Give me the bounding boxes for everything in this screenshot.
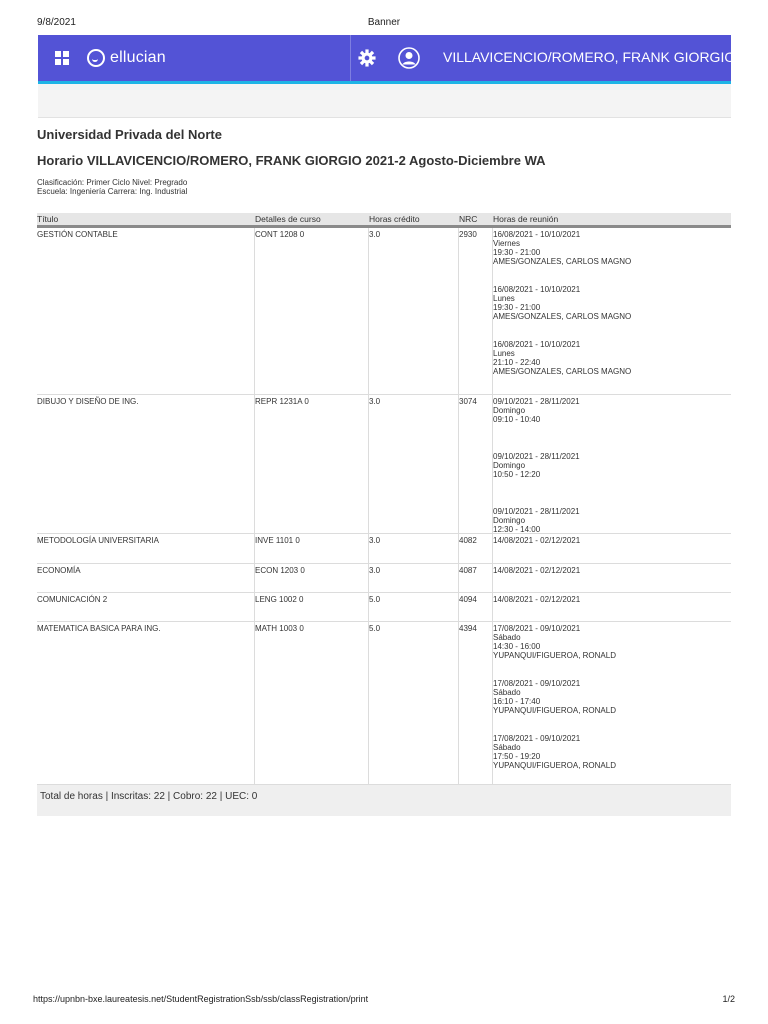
table-header [37, 213, 731, 228]
meeting-block [493, 230, 631, 266]
meeting-dates: 16/08/2021 - 10/10/2021 [493, 285, 581, 294]
column-divider [458, 593, 459, 621]
user-name[interactable]: VILLAVICENCIO/ROMERO, FRANK GIORGIO [443, 49, 736, 65]
institution-name: Universidad Privada del Norte [37, 127, 222, 142]
column-divider [368, 622, 369, 784]
course-title-cell: ECONOMÍA [37, 566, 81, 575]
column-divider [492, 228, 493, 394]
column-divider [492, 593, 493, 621]
meeting-time: 17:50 - 19:20 [493, 752, 541, 761]
header-credit-hours: Horas crédito [369, 214, 420, 224]
meeting-instructor: AMES/GONZALES, CARLOS MAGNO [493, 312, 632, 321]
meeting-day: Lunes [493, 349, 515, 358]
nrc-cell: 3074 [459, 397, 477, 406]
sub-toolbar [38, 84, 731, 118]
header-title: Título [37, 214, 59, 224]
column-divider [458, 228, 459, 394]
gear-icon[interactable] [358, 49, 376, 67]
nrc-cell: 4394 [459, 624, 477, 633]
column-divider [254, 395, 255, 533]
meeting-dates: 16/08/2021 - 10/10/2021 [493, 340, 581, 349]
meeting-block [493, 679, 616, 715]
meeting-time: 19:30 - 21:00 [493, 303, 541, 312]
meeting-day: Domingo [493, 461, 526, 470]
column-divider [254, 593, 255, 621]
meeting-dates: 09/10/2021 - 28/11/2021 [493, 452, 580, 461]
meeting-times-cell [493, 595, 580, 604]
user-avatar-icon[interactable] [398, 47, 420, 69]
top-navigation-bar [38, 35, 736, 81]
meeting-spacer [493, 424, 580, 433]
meeting-time: 14:30 - 16:00 [493, 642, 541, 651]
meeting-day: Sábado [493, 633, 521, 642]
column-divider [492, 395, 493, 533]
total-hours-bar [37, 785, 731, 816]
meeting-dates: 16/08/2021 - 10/10/2021 [493, 230, 581, 239]
column-divider [368, 228, 369, 394]
meeting-spacer [493, 479, 580, 488]
table-body [37, 228, 731, 785]
column-divider [492, 622, 493, 784]
meeting-block [493, 285, 631, 321]
schedule-table [37, 213, 731, 785]
print-title: Banner [367, 17, 401, 28]
meeting-block [493, 536, 580, 545]
course-title-cell: COMUNICACIÓN 2 [37, 595, 108, 604]
column-divider [368, 564, 369, 592]
meeting-dates: 17/08/2021 - 09/10/2021 [493, 679, 581, 688]
print-date: 9/8/2021 [37, 17, 76, 28]
column-divider [492, 534, 493, 563]
course-title-cell: GESTIÓN CONTABLE [37, 230, 118, 239]
credit-hours-cell: 3.0 [369, 230, 381, 239]
meeting-dates: 14/08/2021 - 02/12/2021 [493, 566, 581, 575]
meeting-block [493, 595, 580, 604]
meeting-time: 12:30 - 14:00 [493, 525, 541, 534]
print-header [0, 17, 768, 31]
column-divider [458, 395, 459, 533]
meeting-dates: 09/10/2021 - 28/11/2021 [493, 507, 580, 516]
meeting-block [493, 566, 580, 575]
ellucian-logo-icon [87, 49, 105, 67]
column-divider [254, 564, 255, 592]
column-divider [368, 395, 369, 533]
meeting-block [493, 452, 580, 488]
column-divider [492, 564, 493, 592]
table-row [37, 564, 731, 593]
column-divider [458, 622, 459, 784]
topbar-divider [350, 35, 351, 81]
meeting-block [493, 340, 631, 376]
meeting-instructor: AMES/GONZALES, CARLOS MAGNO [493, 367, 632, 376]
column-divider [458, 534, 459, 563]
column-divider [368, 593, 369, 621]
course-details-cell: ECON 1203 0 [255, 566, 305, 575]
logo-text: ellucian [110, 49, 166, 66]
meeting-dates: 17/08/2021 - 09/10/2021 [493, 624, 581, 633]
meeting-times-cell [493, 397, 580, 543]
meeting-dates: 14/08/2021 - 02/12/2021 [493, 595, 581, 604]
meeting-time: 09:10 - 10:40 [493, 415, 541, 424]
nrc-cell: 4094 [459, 595, 477, 604]
meeting-times-cell [493, 566, 580, 575]
student-classification [37, 178, 187, 196]
meeting-dates: 14/08/2021 - 02/12/2021 [493, 536, 581, 545]
print-url: https://upnbn-bxe.laureatesis.net/StudentRegistrationSsb/ssb/classRegistration/print [33, 994, 369, 1004]
meeting-times-cell [493, 624, 616, 770]
ellucian-logo[interactable] [87, 47, 166, 69]
classification-line: Clasificación: Primer Ciclo Nivel: Pregrado [37, 178, 188, 187]
course-details-cell: LENG 1002 0 [255, 595, 304, 604]
meeting-time: 16:10 - 17:40 [493, 697, 541, 706]
meeting-day: Lunes [493, 294, 515, 303]
meeting-block [493, 734, 616, 770]
meeting-day: Domingo [493, 406, 526, 415]
meeting-time: 21:10 - 22:40 [493, 358, 541, 367]
schedule-title: Horario VILLAVICENCIO/ROMERO, FRANK GIORGIO 2021-2 Agosto-Diciembre WA [37, 153, 546, 168]
credit-hours-cell: 3.0 [369, 536, 381, 545]
credit-hours-cell: 3.0 [369, 566, 381, 575]
meeting-day: Domingo [493, 516, 526, 525]
header-nrc: NRC [459, 214, 478, 224]
meeting-time: 19:30 - 21:00 [493, 248, 541, 257]
meeting-day: Sábado [493, 688, 521, 697]
total-hours-text: Total de horas | Inscritas: 22 | Cobro: 22 | UEC: 0 [40, 791, 258, 802]
course-details-cell: CONT 1208 0 [255, 230, 305, 239]
course-title-cell: METODOLOGÍA UNIVERSITARIA [37, 536, 159, 545]
course-details-cell: INVE 1101 0 [255, 536, 300, 545]
credit-hours-cell: 3.0 [369, 397, 381, 406]
course-title-cell: MATEMATICA BASICA PARA ING. [37, 624, 161, 633]
course-details-cell: MATH 1003 0 [255, 624, 304, 633]
meeting-block [493, 624, 616, 660]
header-meeting-times: Horas de reunión [493, 214, 559, 224]
page-number: 1/2 [722, 994, 735, 1004]
credit-hours-cell: 5.0 [369, 624, 381, 633]
nrc-cell: 4087 [459, 566, 477, 575]
column-divider [254, 534, 255, 563]
header-course-details: Detalles de curso [255, 214, 321, 224]
meeting-dates: 17/08/2021 - 09/10/2021 [493, 734, 581, 743]
meeting-time: 10:50 - 12:20 [493, 470, 541, 479]
credit-hours-cell: 5.0 [369, 595, 381, 604]
meeting-block [493, 397, 580, 433]
meeting-times-cell [493, 536, 580, 545]
column-divider [458, 564, 459, 592]
meeting-instructor: AMES/GONZALES, CARLOS MAGNO [493, 257, 632, 266]
course-title-cell: DIBUJO Y DISEÑO DE ING. [37, 397, 139, 406]
table-row [37, 534, 731, 564]
meeting-instructor: YUPANQUI/FIGUEROA, RONALD [493, 706, 616, 715]
table-row [37, 395, 731, 534]
course-details-cell: REPR 1231A 0 [255, 397, 309, 406]
meeting-day: Sábado [493, 743, 521, 752]
school-line: Escuela: Ingeniería Carrera: Ing. Industrial [37, 187, 188, 196]
apps-grid-icon[interactable] [55, 51, 69, 65]
table-row [37, 622, 731, 785]
meeting-day: Viernes [493, 239, 520, 248]
nrc-cell: 2930 [459, 230, 477, 239]
meeting-times-cell [493, 230, 631, 376]
table-row [37, 593, 731, 622]
table-row [37, 228, 731, 395]
meeting-instructor: YUPANQUI/FIGUEROA, RONALD [493, 651, 616, 660]
column-divider [254, 622, 255, 784]
meeting-dates: 09/10/2021 - 28/11/2021 [493, 397, 580, 406]
column-divider [368, 534, 369, 563]
meeting-instructor: YUPANQUI/FIGUEROA, RONALD [493, 761, 616, 770]
nrc-cell: 4082 [459, 536, 477, 545]
column-divider [254, 228, 255, 394]
